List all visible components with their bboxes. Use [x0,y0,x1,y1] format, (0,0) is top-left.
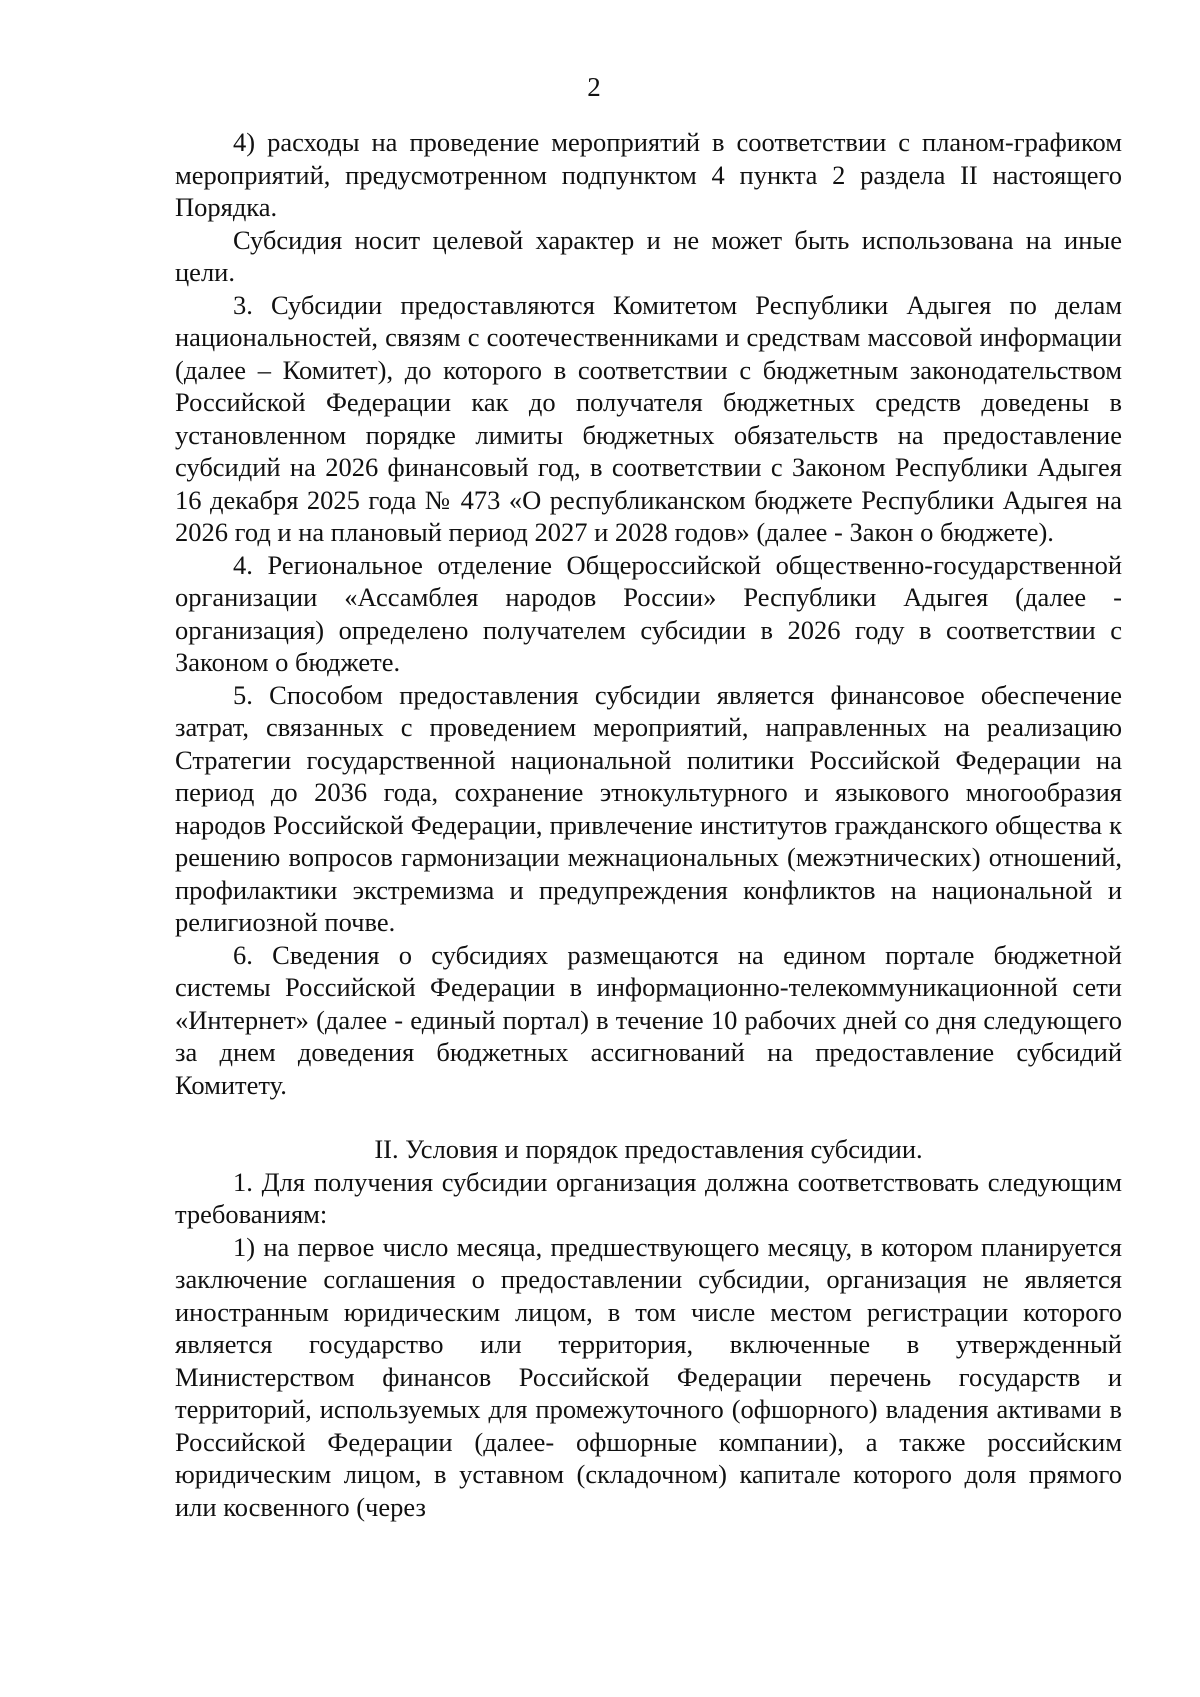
document-body [175,126,1122,1523]
paragraph-recipient-clause-4: 4. Региональное отделение Общероссийской общественно-государственной организации «Ассамблея народов России» Республики Адыгея (далее - организация) определено получателем субсидии в 2026 году в соответствии с Законом о бюджете. [175,549,1122,677]
paragraph-committee-clause-3: 3. Субсидии предоставляются Комитетом Республики Адыгея по делам национальностей, связям с соотечественниками и средствам массовой информации (далее – Комитет), до которого в соответствии с бюджетным законодательством Российской Федерации как до получателя бюджетных средств доведены в установленном порядке лимиты бюджетных обязательств на предоставление субсидий на 2026 финансовый год, в соответствии с Законом Республики Адыгея 16 декабря 2025 года № 473 «О республиканском бюджете Республики Адыгея на 2026 год и на плановый период 2027 и 2028 годов» (далее - Закон о бюджете). [175,289,1122,547]
paragraph-requirements-clause-1: 1. Для получения субсидии организация должна соответствовать следующим требованиям: [175,1166,1122,1229]
paragraph-requirement-item-1: 1) на первое число месяца, предшествующего месяцу, в котором планируется заключение соглашения о предоставлении субсидии, организация не является иностранным юридическим лицом, в том числе местом регистрации которого является государство или территория, включенные в утвержденный Министерством финансов Российской Федерации перечень государств и территорий, используемых для промежуточного (офшорного) владения активами в Российской Федерации (далее- офшорные компании), а также российским юридическим лицом, в уставном (складочном) капитале которого доля прямого или косвенного (через [175,1231,1122,1522]
paragraph-expenses-item-4: 4) расходы на проведение мероприятий в соответствии с планом-графиком мероприятий, предусмотренном подпунктом 4 пункта 2 раздела II настоящего Порядка. [175,127,1122,222]
paragraph-portal-clause-6: 6. Сведения о субсидиях размещаются на едином портале бюджетной системы Российской Федерации в информационно-телекоммуникационной сети «Интернет» (далее - единый портал) в течение 10 рабочих дней со дня следующего за днем доведения бюджетных ассигнований на предоставление субсидий Комитету. [175,939,1122,1100]
page-number: 2 [587,72,601,102]
section-heading-ii: II. Условия и порядок предоставления субсидии. [374,1134,923,1164]
paragraph-method-clause-5: 5. Способом предоставления субсидии является финансовое обеспечение затрат, связанных с проведением мероприятий, направленных на реализацию Стратегии государственной национальной политики Российской Федерации на период до 2036 года, сохранение этнокультурного и языкового многообразия народов Российской Федерации, привлечение институтов гражданского общества к решению вопросов гармонизации межнациональных (межэтнических) отношений, профилактики экстремизма и предупреждения конфликтов на национальной и религиозной почве. [175,679,1122,937]
paragraph-subsidy-purpose: Субсидия носит целевой характер и не может быть использована на иные цели. [175,224,1122,287]
